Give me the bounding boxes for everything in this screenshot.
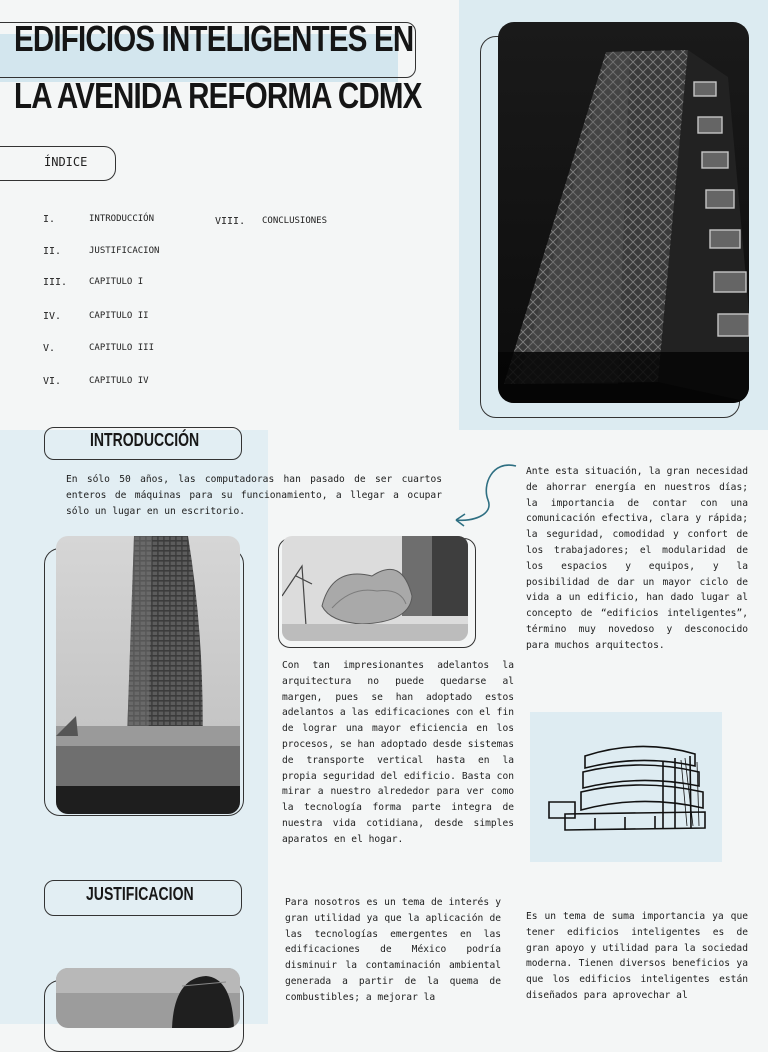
intro-lead-paragraph: En sólo 50 años, las computadoras han pasado de ser cuartos enteros de máquinas para su funcionamiento, a llegar a ocupar sólo un lugar en un escritorio. — [66, 474, 442, 517]
page-title-line-1: EDIFICIOS INTELIGENTES EN — [14, 18, 414, 59]
index-number: VI. — [43, 376, 62, 387]
guggenheim-sketch — [545, 732, 715, 842]
index-number: VIII. — [215, 216, 246, 227]
index-number: I. — [43, 214, 56, 225]
tower-illustration — [498, 22, 749, 403]
index-entry-capitulo-4[interactable]: CAPITULO IV — [89, 376, 149, 386]
page-title-line-2: LA AVENIDA REFORMA CDMX — [14, 75, 422, 116]
intro-right-paragraph: Ante esta situación, la gran necesidad de ahorrar energía en nuestros días; la importancia de contar con una comunicación efectiva, clara y rápida; la seguridad, comodidad y confort de los trabajadores; el modularidad de los espacios y equipos, y la posibilidad de dar un mayor ciclo de vida a un edificio, han dado lugar al concepto de “edificios inteligentes”, término muy novedoso y desconocido para muchos arquitectos. — [526, 466, 748, 651]
justification-heading: JUSTIFICACION — [86, 884, 194, 904]
index-entry-capitulo-2[interactable]: CAPITULO II — [89, 311, 149, 321]
index-entry-conclusiones[interactable]: CONCLUSIONES — [262, 216, 328, 226]
index-entry-capitulo-1[interactable]: CAPITULO I — [89, 277, 144, 287]
index-number: II. — [43, 246, 62, 257]
hero-tower-photo — [498, 22, 749, 403]
bottom-tower-photo — [56, 968, 240, 1028]
index-number: IV. — [43, 311, 62, 322]
museum-illustration — [282, 536, 468, 641]
index-number: III. — [43, 277, 68, 288]
index-label: ÍNDICE — [44, 155, 88, 169]
index-entry-justificacion[interactable]: JUSTIFICACION — [89, 246, 160, 256]
glass-tower-photo — [56, 536, 240, 814]
glass-tower-illustration — [56, 536, 240, 814]
index-entry-capitulo-3[interactable]: CAPITULO III — [89, 343, 155, 353]
index-entry-introduccion[interactable]: INTRODUCCIÓN — [89, 214, 155, 224]
index-number: V. — [43, 343, 56, 354]
bottom-tower-illustration — [56, 968, 240, 1028]
intro-heading: INTRODUCCIÓN — [90, 430, 200, 450]
justification-middle-paragraph: Para nosotros es un tema de interés y gran utilidad ya que la aplicación de las tecnologías emergentes en las edificaciones de México podría disminuir la contaminación ambiental generada a partir de la quema de combustibles; a mejorar la — [285, 897, 501, 1003]
curved-arrow — [452, 460, 522, 530]
intro-middle-paragraph: Con tan impresionantes adelantos la arquitectura no puede quedarse al margen, pues se han adoptado estos adelantos a las edificaciones con el fin de lograr una mayor eficiencia en los procesos, se han adoptado desde sistemas de transporte vertical hasta en la propia seguridad del edificio. Basta con mirar a nuestro alrededor para ver como la tecnología forma parte integra de nuestra vida cotidiana, desde simples aparatos en el hogar. — [282, 660, 514, 845]
justification-right-paragraph: Es un tema de suma importancia ya que tener edificios inteligentes es de gran apoyo y utilidad para la sociedad moderna. Tienen diversos beneficios ya que los edificios inteligentes están diseñados para aprovechar al — [526, 911, 748, 1001]
museum-photo — [282, 536, 468, 641]
